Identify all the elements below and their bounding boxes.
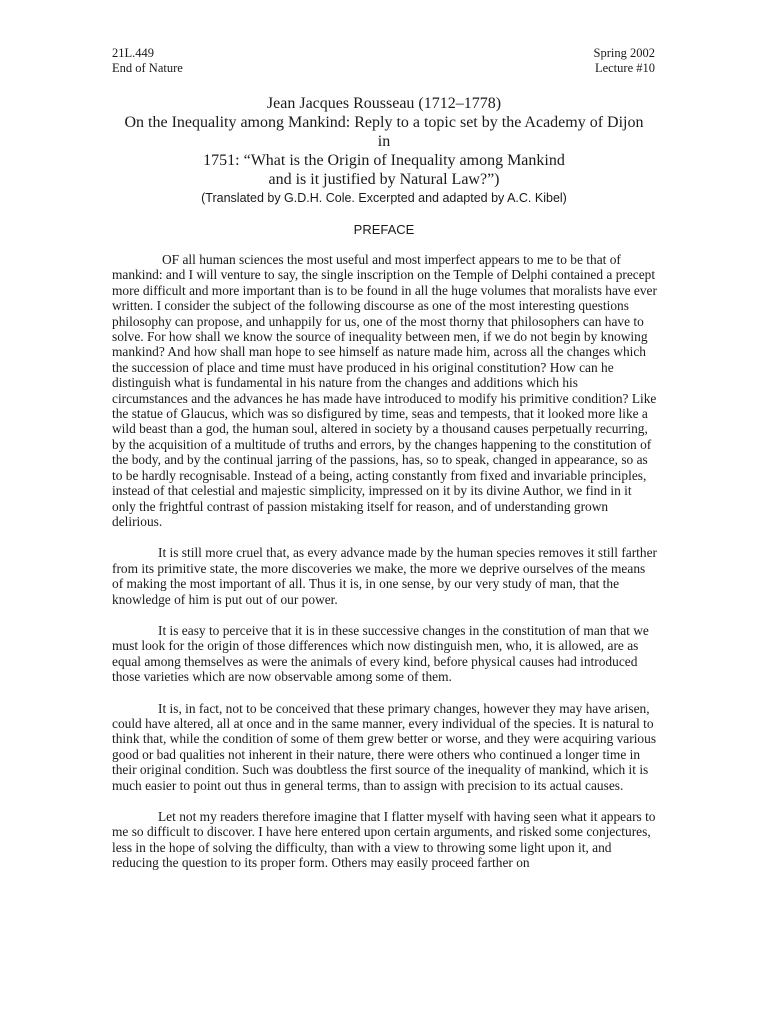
title-work: On the Inequality among Mankind: Reply to a topic set by the Academy of Dijon [124, 114, 644, 131]
term: Spring 2002 [593, 46, 655, 60]
section-heading: PREFACE [353, 222, 415, 237]
paragraph: It is, in fact, not to be conceived that these primary changes, however they may have arisen, could have altered, all at once and in the same manner, every individual of the species. It is natural to think that, while the condition of some of them grew better or worse, and they were acquiring various good or bad qualities not inherent in their nature, there were others who continued a longer time in their original condition. Such was doubtless the first source of the inequality of mankind, which it is much easier to point out thus in general terms, than to assign with precision to its actual causes. [112, 700, 657, 793]
paragraph: Let not my readers therefore imagine that I flatter myself with having seen what it appears to me so difficult to discover. I have here entered upon certain arguments, and risked some conjectures, less in the hope of solving the difficulty, than with a view to throwing some light upon it, and reducing the question to its proper form. Others may easily proceed farther on [112, 809, 656, 871]
title-block [100, 94, 668, 207]
header-right [594, 46, 655, 76]
title-question-line1: 1751: “What is the Origin of Inequality among Mankind [203, 152, 565, 169]
course-title: End of Nature [112, 61, 183, 75]
title-author: Jean Jacques Rousseau (1712–1778) [266, 95, 502, 112]
paragraph: OF all human sciences the most useful and most imperfect appears to me to be that of mankind: and I will venture to say, the single inscription on the Temple of Delphi contained a precept more difficult and more important than is to be found in all the huge volumes that moralists have ever written. I consider the subject of the following discourse as one of the most interesting questions philosophy can propose, and unhappily for us, one of the most thorny that philosophers can have to solve. For how shall we know the source of inequality between men, if we do not begin by knowing mankind? And how shall man hope to see himself as nature made him, across all the changes which the succession of place and time must have produced in his original constitution? How can he distinguish what is fundamental in his nature from the changes and additions which his circumstances and the advances he has made have introduced to modify his primitive condition? Like the statue of Glaucus, which was so disfigured by time, seas and tempests, that it looked more like a wild beast than a god, the human soul, altered in society by a thousand causes perpetually recurring, by the acquisition of a multitude of truths and errors, by the changes happening to the constitution of the body, and by the continual jarring of the passions, has, so to speak, changed in appearance, so as to be hardly recognisable. Instead of a being, acting constantly from fixed and invariable principles, instead of that celestial and majestic simplicity, impressed on it by its divine Author, we find in it only the frightful contrast of passion mistaking itself for reason, and of understanding grown delirious. [112, 252, 657, 529]
header-left [112, 46, 183, 76]
title-in: in [377, 133, 391, 150]
lecture-number: Lecture #10 [594, 61, 655, 75]
paragraph: It is still more cruel that, as every advance made by the human species removes it still farther from its primitive state, the more discoveries we make, the more we deprive ourselves of the means of making the most important of all. Thus it is, in one sense, by our very study of man, that the knowledge of him is put out of our power. [112, 545, 658, 607]
course-number: 21L.449 [112, 46, 155, 60]
paragraph: It is easy to perceive that it is in these successive changes in the constitution of man that we must look for the origin of those differences which now distinguish men, who, it is allowed, are as equal among themselves as were the animals of every kind, before physical causes had introduced those varieties which are now observable among some of them. [112, 622, 649, 685]
title-question-line2: and is it justified by Natural Law?”) [268, 171, 500, 188]
translation-note: (Translated by G.D.H. Cole. Excerpted and adapted by A.C. Kibel) [201, 191, 567, 205]
body-text [112, 252, 657, 887]
